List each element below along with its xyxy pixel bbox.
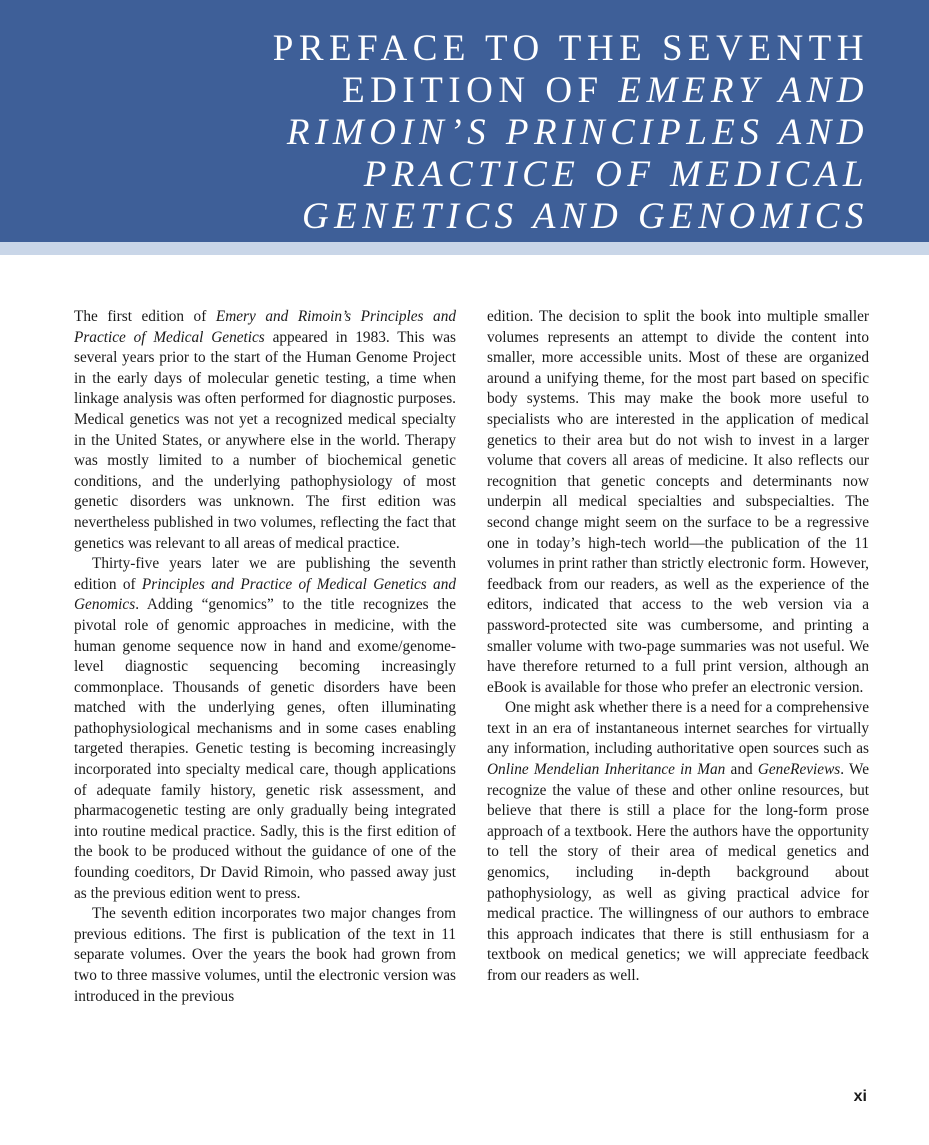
body-columns — [74, 307, 869, 1007]
paragraph-text: The first edition of — [74, 308, 216, 325]
italic-text: GeneReviews — [757, 761, 841, 779]
body-paragraph — [74, 554, 456, 904]
right-column — [487, 307, 869, 1007]
title-line — [109, 70, 869, 112]
title-italic-text: EMERY AND — [618, 70, 869, 111]
italic-text: Principles and Practice of Medical Genetics and Genomics — [74, 575, 456, 614]
title-text: PREFACE TO THE SEVENTH — [272, 28, 869, 69]
paragraph-text: One might ask whether there is a need for a comprehensive text in an era of instantaneous internet searches for virtually any information, including authoritative open sources such as — [487, 699, 869, 758]
italic-text: Online Mendelian Inheritance in Man — [487, 761, 726, 779]
title-line — [109, 28, 869, 70]
body-paragraph — [74, 904, 456, 1007]
paragraph-text: Thirty-five years later we are publishing the seventh edition of — [74, 555, 456, 593]
title-line — [109, 196, 869, 238]
page-number: xi — [853, 1088, 867, 1105]
title-italic-text: RIMOIN’S PRINCIPLES AND — [286, 112, 869, 153]
body-paragraph — [487, 307, 869, 698]
body-paragraph — [74, 307, 456, 554]
title-line — [109, 112, 869, 154]
body-paragraph — [487, 698, 869, 986]
paragraph-text: edition. The decision to split the book into multiple smaller volumes represents an attempt to divide the content into smaller, more accessible units. Most of these are organized around a unifying theme, for the most part based on specific body systems. This may make the book more useful to specialists who are interested in the application of medical genetics to their area but do not wish to invest in a larger volume that covers all areas of medicine. It also reflects our recognition that genetic concepts and determinants now underpin all medical specialties and subspecialties. The second change might seem on the surface to be a regressive one in today’s high-tech world—the publication of the 11 volumes in print rather than strictly electronic form. However, feedback from our readers, as well as the experience of the editors, indicated that access to the web version via a password-protected site was cumbersome, and printing a smaller volume with two-page summaries was not useful. We have therefore returned to a full print version, although an eBook is available for those who prefer an electronic version. — [487, 308, 869, 696]
paragraph-text: . Adding “genomics” to the title recognizes the pivotal role of genomic approaches in medicine, with the human genome sequence now in hand and exome/genome-level diagnostic sequencing becoming increasingly commonplace. Thousands of genetic disorders have been matched with the underlying genes, often illuminating pathophysiological mechanisms and in some cases enabling targeted therapies. Genetic testing is becoming increasingly incorporated into specialty medical care, though applications of adequate family history, genetic risk assessment, and pharmacogenetic testing are only gradually being integrated into routine medical practice. Sadly, this is the first edition of the book to be produced without the guidance of one of the founding coeditors, Dr David Rimoin, who passed away just as the previous edition went to press. — [74, 596, 456, 902]
title-text: EDITION OF — [342, 70, 619, 111]
paragraph-text: The seventh edition incorporates two major changes from previous editions. The first is publication of the text in 11 separate volumes. Over the years the book had grown from two to three massive volumes, until the electronic version was introduced in the previous — [74, 905, 456, 1005]
title-italic-text: GENETICS AND GENOMICS — [301, 196, 869, 237]
paragraph-text: and — [725, 761, 758, 779]
page-title — [109, 28, 869, 238]
paragraph-text: appeared in 1983. This was several years prior to the start of the Human Genome Project in the early days of molecular genetic testing, a time when linkage analysis was often performed for diagnostic purposes. Medical genetics was not yet a recognized medical specialty in the United States, or anywhere else in the world. Therapy was mostly limited to a number of biochemical genetic conditions, and the underlying pathophysiology of most genetic disorders was unknown. The first edition was nevertheless published in two volumes, reflecting the fact that genetics was relevant to all areas of medical practice. — [74, 328, 457, 552]
italic-text: Emery and Rimoin’s Principles and Practice of Medical Genetics — [74, 308, 457, 346]
title-italic-text: PRACTICE OF MEDICAL — [363, 154, 869, 195]
header-stripe — [0, 242, 929, 255]
left-column — [74, 307, 456, 1007]
paragraph-text: . We recognize the value of these and other online resources, but believe that there is still a place for the long-form prose approach of a textbook. Here the authors have the opportunity to tell the story of their area of medical genetics and genomics, including in-depth background about pathophysiology, as well as giving practical advice for medical practice. The willingness of our authors to embrace this approach indicates that there is still enthusiasm for a textbook on medical genetics; we will appreciate feedback from our readers as well. — [487, 761, 869, 984]
title-line — [109, 154, 869, 196]
